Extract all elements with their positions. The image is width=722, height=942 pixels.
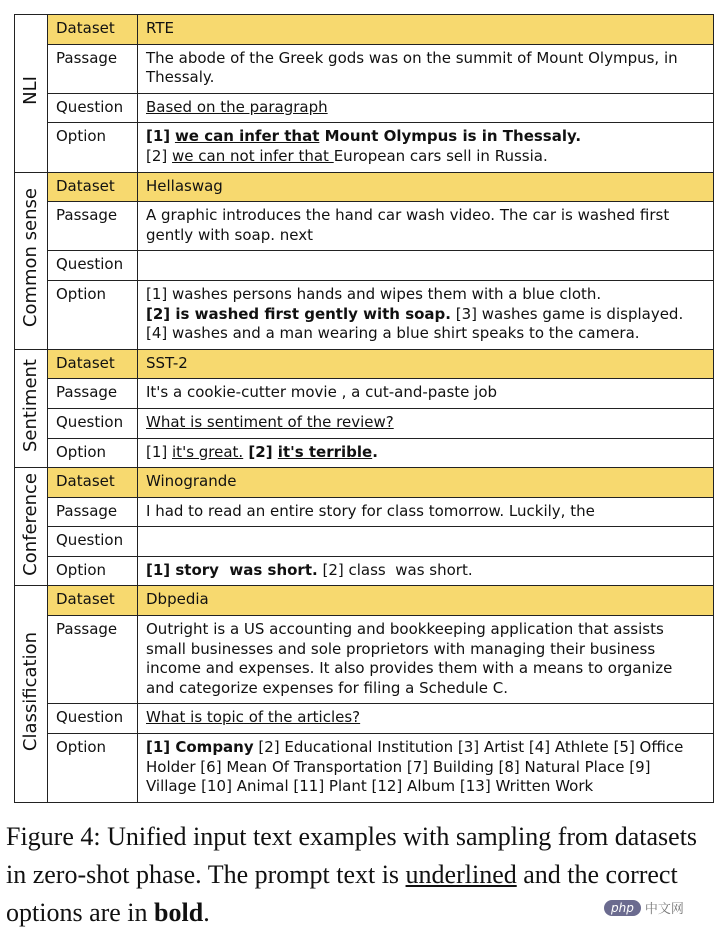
option-line: [1] washes persons hands and wipes them with a blue cloth. xyxy=(146,284,602,303)
row-label: Question xyxy=(48,93,138,123)
option-number: [1] xyxy=(146,442,173,461)
dataset-name: Dbpedia xyxy=(138,586,714,616)
row-label: Question xyxy=(48,527,138,557)
category-label: Classification xyxy=(20,631,41,751)
option-text: [2] Educational Institution [3] Artist [4] Athlete [5] Office Holder [6] Mean Of Transportation [7] Building [8] Natural Place [9] Village [10] Animal [11] Plant [12] Album [13] Written Work xyxy=(146,738,684,796)
table-row xyxy=(15,349,714,379)
question-cell xyxy=(138,704,714,734)
row-label: Option xyxy=(48,438,138,468)
option-line: [4] washes and a man wearing a blue shirt speaks to the camera. xyxy=(146,324,640,343)
dataset-name: SST-2 xyxy=(138,349,714,379)
row-label: Dataset xyxy=(48,468,138,498)
option-prompt: we can not infer that xyxy=(172,146,334,165)
option-number: [2] xyxy=(146,146,168,165)
table-row xyxy=(15,202,714,251)
category-cell xyxy=(15,349,48,467)
watermark-text: 中文网 xyxy=(644,902,684,917)
table-row xyxy=(15,15,714,45)
passage-text: Outright is a US accounting and bookkeeping application that assists small businesses and sole proprietors with managing their business income and expenses. It also provides them with a means to organize and categorize expenses for filing a Schedule C. xyxy=(138,616,714,704)
examples-table xyxy=(14,14,714,803)
caption-text: . xyxy=(203,898,210,927)
row-label: Dataset xyxy=(48,586,138,616)
option-text: [2] class was short. xyxy=(317,560,473,579)
row-label: Passage xyxy=(48,379,138,409)
row-label: Dataset xyxy=(48,15,138,45)
option-line xyxy=(146,305,705,325)
passage-text: A graphic introduces the hand car wash video. The car is washed first gently with soap. next xyxy=(138,202,714,251)
table-row xyxy=(15,734,714,803)
caption-text: Figure 4: Unified input text examples with sampling from datasets in zero-shot phase. The prompt text is xyxy=(6,822,698,889)
table-row xyxy=(15,497,714,527)
table-row xyxy=(15,172,714,202)
passage-text: I had to read an entire story for class tomorrow. Luckily, the xyxy=(138,497,714,527)
caption-bold: bold xyxy=(154,898,204,927)
row-label: Question xyxy=(48,408,138,438)
row-label: Passage xyxy=(48,497,138,527)
table-row xyxy=(15,251,714,281)
question-text: Based on the paragraph xyxy=(146,97,328,116)
table-row xyxy=(15,93,714,123)
option-number: [2] xyxy=(243,442,278,461)
table-row xyxy=(15,527,714,557)
passage-text: It's a cookie-cutter movie , a cut-and-paste job xyxy=(138,379,714,409)
caption-underlined: underlined xyxy=(405,860,517,889)
category-cell xyxy=(15,586,48,802)
option-text: European cars sell in Russia. xyxy=(333,146,548,165)
category-label: Conference xyxy=(20,472,41,576)
option-cell xyxy=(138,438,714,468)
dataset-name: Winogrande xyxy=(138,468,714,498)
category-label: Common sense xyxy=(20,188,41,328)
question-text: What is topic of the articles? xyxy=(146,708,361,727)
row-label: Dataset xyxy=(48,172,138,202)
php-logo-icon: php xyxy=(604,900,641,916)
table-row xyxy=(15,408,714,438)
option-cell xyxy=(138,123,714,172)
option-text: it's great. xyxy=(172,442,244,461)
option-correct: [1] Company xyxy=(146,738,254,757)
option-text: [3] washes game is displayed. xyxy=(450,304,684,323)
row-label: Question xyxy=(48,251,138,281)
option-prompt: we can infer that xyxy=(174,127,320,146)
row-label: Passage xyxy=(48,44,138,93)
row-label: Option xyxy=(48,123,138,172)
category-cell xyxy=(15,468,48,586)
row-label: Passage xyxy=(48,202,138,251)
option-correct: it's terrible xyxy=(277,442,373,461)
table-row xyxy=(15,44,714,93)
row-label: Option xyxy=(48,280,138,349)
question-text xyxy=(138,527,714,557)
option-cell xyxy=(138,556,714,586)
option-line xyxy=(146,127,705,147)
dataset-name: Hellaswag xyxy=(138,172,714,202)
option-line xyxy=(146,147,705,167)
option-text: Mount Olympus is in Thessaly. xyxy=(319,127,582,146)
question-text xyxy=(138,251,714,281)
figure-caption xyxy=(6,818,706,932)
table-row xyxy=(15,379,714,409)
caption-text: and the correct options are in xyxy=(6,860,678,927)
option-correct: [2] is washed first gently with soap. xyxy=(146,304,451,323)
passage-text: The abode of the Greek gods was on the summit of Mount Olympus, in Thessaly. xyxy=(138,44,714,93)
question-text: What is sentiment of the review? xyxy=(146,412,394,431)
table-row xyxy=(15,556,714,586)
table-row xyxy=(15,123,714,172)
option-cell xyxy=(138,280,714,349)
category-label: Sentiment xyxy=(20,359,41,453)
question-cell xyxy=(138,93,714,123)
site-watermark xyxy=(604,898,684,917)
row-label: Dataset xyxy=(48,349,138,379)
dataset-name: RTE xyxy=(138,15,714,45)
table-row xyxy=(15,280,714,349)
option-correct: [1] story was short. xyxy=(146,560,318,579)
option-cell xyxy=(138,734,714,803)
table-row xyxy=(15,704,714,734)
row-label: Option xyxy=(48,556,138,586)
option-end: . xyxy=(372,442,378,461)
question-cell xyxy=(138,408,714,438)
category-cell xyxy=(15,172,48,349)
option-number: [1] xyxy=(146,127,171,146)
table-row xyxy=(15,438,714,468)
row-label: Passage xyxy=(48,616,138,704)
table-row xyxy=(15,616,714,704)
table-row xyxy=(15,468,714,498)
category-cell xyxy=(15,15,48,173)
row-label: Question xyxy=(48,704,138,734)
row-label: Option xyxy=(48,734,138,803)
table-row xyxy=(15,586,714,616)
category-label: NLI xyxy=(20,76,41,105)
